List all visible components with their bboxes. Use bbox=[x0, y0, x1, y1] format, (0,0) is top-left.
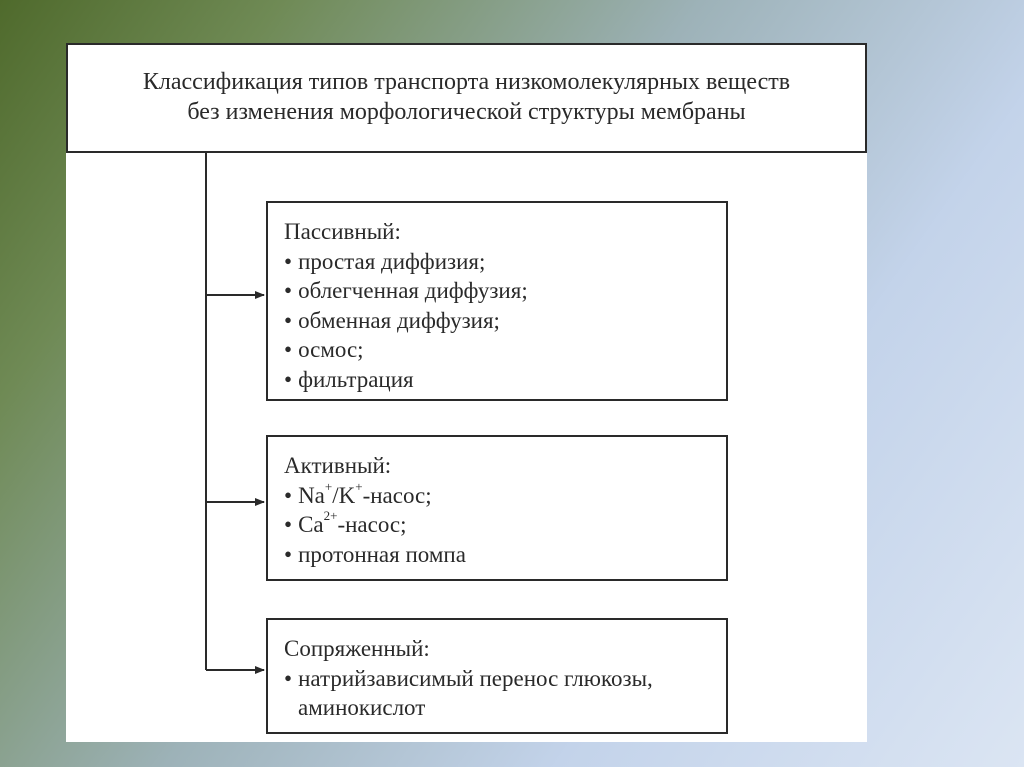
coupled-item-line-2: аминокислот bbox=[298, 695, 426, 720]
na-k-suffix: -насос; bbox=[362, 482, 432, 508]
coupled-transport-box bbox=[266, 618, 728, 734]
ca-symbol: Ca bbox=[298, 512, 324, 537]
proton-pump-item: • протонная помпа bbox=[284, 540, 726, 570]
na-symbol: Na bbox=[298, 482, 325, 508]
title-box bbox=[66, 43, 867, 153]
active-heading: Активный: bbox=[284, 453, 392, 478]
passive-item: • фильтрация bbox=[284, 365, 726, 395]
ca-charge: 2+ bbox=[323, 508, 338, 524]
na-k-pump-item bbox=[284, 478, 726, 511]
passive-transport-box bbox=[266, 201, 728, 401]
ca-suffix: -насос; bbox=[337, 512, 407, 537]
passive-item: • простая диффизия; bbox=[284, 247, 726, 277]
title-line-2: без изменения морфологической структуры мембраны bbox=[187, 99, 746, 125]
passive-item: • обменная диффузия; bbox=[284, 306, 726, 336]
k-symbol: /K bbox=[332, 482, 356, 508]
passive-heading: Пассивный: bbox=[284, 219, 401, 244]
active-transport-box bbox=[266, 435, 728, 581]
coupled-item-line-1: • натрийзависимый перенос глюкозы, bbox=[284, 664, 726, 694]
title-line-1: Классификация типов транспорта низкомолекулярных веществ bbox=[142, 69, 791, 95]
k-charge: + bbox=[355, 478, 363, 494]
slide bbox=[66, 43, 867, 742]
na-charge: + bbox=[324, 478, 333, 494]
passive-item: • осмос; bbox=[284, 335, 726, 365]
coupled-heading: Сопряженный: bbox=[284, 636, 430, 661]
passive-item: • облегченная диффузия; bbox=[284, 276, 726, 306]
ca-pump-item bbox=[284, 510, 726, 540]
